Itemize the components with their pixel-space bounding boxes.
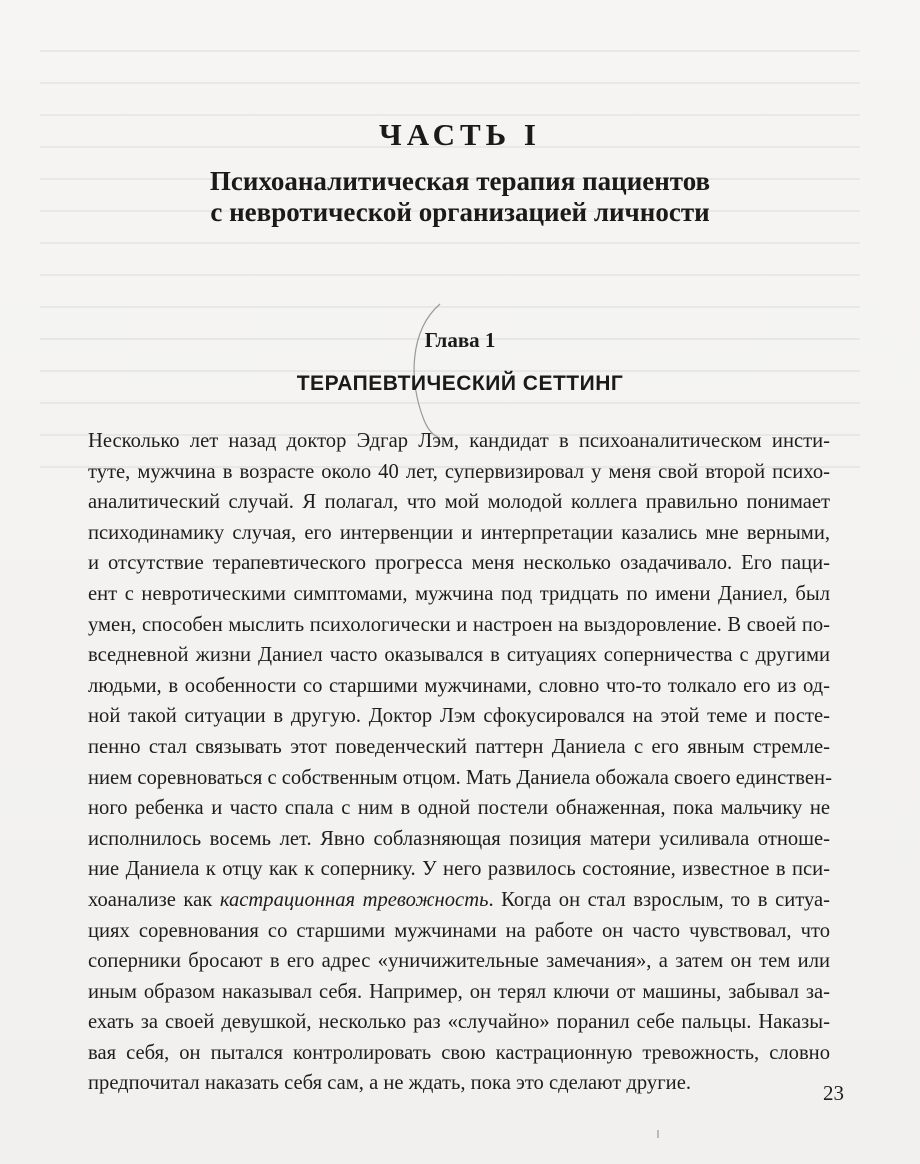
text-line: вая себя, он пытался контролировать свою кастрационную тревожность, словно (88, 1041, 830, 1064)
text-segment: хоанализе как (88, 888, 220, 911)
text-line: ехать за своей девушкой, несколько раз «случайно» поранил себе пальцы. Наказы- (88, 1011, 830, 1034)
body-paragraph (88, 426, 830, 1099)
text-line: туте, мужчина в возрасте около 40 лет, супервизировал у меня свой второй психо- (88, 460, 830, 483)
text-line: исполнилось восемь лет. Явно соблазняющая позиция матери усиливала отноше- (88, 827, 830, 850)
part-subtitle (130, 166, 790, 228)
text-line: аналитический случай. Я полагал, что мой молодой коллега правильно понимает (88, 491, 830, 514)
chapter-label: Глава 1 (424, 328, 496, 352)
text-line: людьми, в особенности со старшими мужчинами, словно что-то толкало его из од- (88, 674, 830, 697)
text-line: ной такой ситуации в другую. Доктор Лэм сфокусировался на этой теме и посте- (88, 705, 830, 728)
text-line: иным образом наказывал себя. Например, он терял ключи от машины, забывал за- (88, 980, 830, 1003)
scan-mark (657, 1130, 659, 1138)
text-line-with-italic (88, 885, 830, 916)
page-number: 23 (823, 1081, 844, 1105)
text-line: соперники бросают в его адрес «уничижительные замечания», а затем он тем или (88, 950, 830, 973)
text-line: и отсутствие терапевтического прогресса меня несколько озадачивало. Его паци- (88, 552, 830, 575)
text-line: вседневной жизни Даниел часто оказывался в ситуациях соперничества с другими (88, 644, 830, 667)
italic-term: кастрационная тревожность (219, 888, 489, 911)
decorative-swash (400, 300, 460, 440)
text-line: предпочитал наказать себя сам, а не ждать, пока это сделают другие. (88, 1072, 691, 1095)
text-line: ние Даниела к отцу как к сопернику. У него развилось состояние, известное в пси- (88, 858, 830, 881)
text-line: ного ребенка и часто спала с ним в одной постели обнаженная, пока мальчику не (88, 797, 830, 820)
text-line: ент с невротическими симптомами, мужчина под тридцать по имени Даниел, был (88, 582, 830, 605)
text-segment: . Когда он стал взрослым, то в ситуа- (488, 888, 830, 911)
chapter-title: ТЕРАПЕВТИЧЕСКИЙ СЕТТИНГ (296, 372, 624, 395)
part-title: ЧАСТЬ I (379, 117, 541, 152)
text-line: психодинамику случая, его интервенции и интерпретации казались мне верными, (88, 521, 830, 544)
part-subtitle-line: Психоаналитическая терапия пациентов (209, 166, 711, 196)
text-line: пенно стал связывать этот поведенческий паттерн Даниела с его явным стремле- (88, 735, 830, 758)
text-line: Несколько лет назад доктор Эдгар Лэм, кандидат в психоаналитическом инсти- (88, 430, 830, 452)
part-subtitle-line: с невротической организацией личности (210, 197, 710, 227)
text-line: циях соревнования со старшими мужчинами на работе он часто чувствовал, что (88, 919, 830, 942)
text-line: нием соревноваться с собственным отцом. Мать Даниела обожала своего единствен- (88, 766, 832, 789)
text-line: умен, способен мыслить психологически и настроен на выздоровление. В своей по- (88, 613, 830, 636)
